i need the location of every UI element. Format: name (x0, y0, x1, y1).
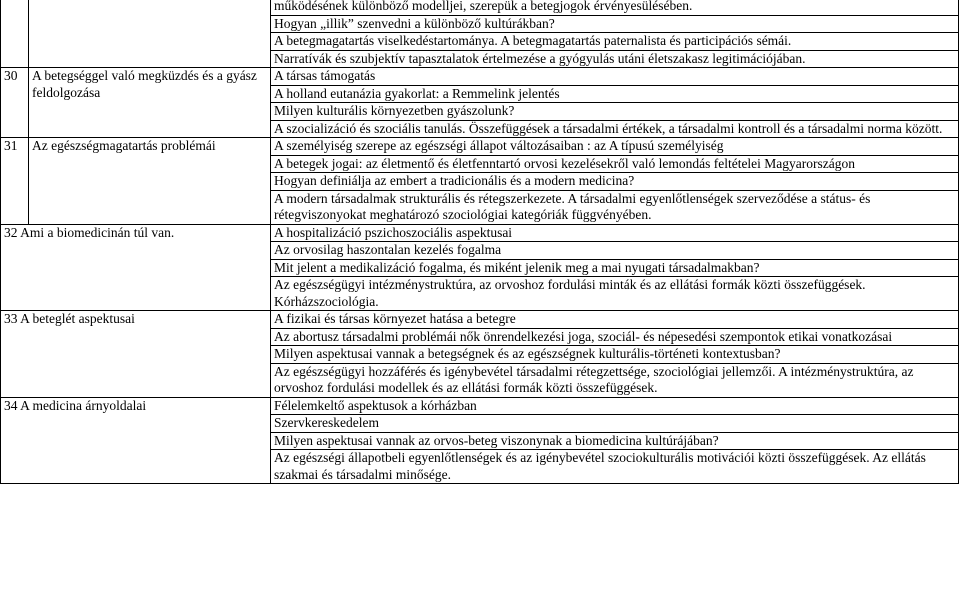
subtopic-cell: Milyen aspektusai vannak a betegségnek és az egészségnek kulturális-történeti kontextusban? (271, 346, 959, 364)
subtopic-cell: Az orvosilag haszontalan kezelés fogalma (271, 242, 959, 260)
topic-label-cell: 33 A beteglét aspektusai (1, 311, 271, 398)
table-row (1, 311, 959, 329)
subtopic-cell: A betegmagatartás viselkedéstartománya. A betegmagatartás paternalista és participációs sémái. (271, 33, 959, 51)
subtopic-cell: Mit jelent a medikalizáció fogalma, és miként jelenik meg a mai nyugati társadalmakban? (271, 259, 959, 277)
subtopic-cell: A társas támogatás (271, 68, 959, 86)
subtopic-cell: Narratívák és szubjektív tapasztalatok értelmezése a gyógyulás utáni életszakasz legitimációjában. (271, 50, 959, 68)
subtopic-cell: Az egészségügyi hozzáférés és igénybevétel társadalmi rétegzettsége, szociológiai jellemzői. A intézménystruktúra, az orvoshoz fordulási modellek és az ellátási formák közti összefüggések. (271, 363, 959, 397)
subtopic-cell: Az egészségi állapotbeli egyenlőtlenségek és az igénybevétel szociokulturális motivációi közti összefüggések. Az ellátás szakmai és társadalmi minősége. (271, 450, 959, 484)
subtopic-cell: A személyiség szerepe az egészségi állapot változásaiban : az A típusú személyiség (271, 138, 959, 156)
subtopic-cell: Félelemkeltő aspektusok a kórházban (271, 397, 959, 415)
subtopic-cell: Hogyan „illik” szenvedni a különböző kultúrákban? (271, 15, 959, 33)
subtopic-cell: Milyen aspektusai vannak az orvos-beteg viszonynak a biomedicina kultúrájában? (271, 432, 959, 450)
subtopic-cell: A modern társadalmak strukturális és rétegszerkezete. A társadalmi egyenlőtlenségek szerveződése a státus- és rétegviszonyokat meghatározó szociológiai kategóriák függvényében. (271, 190, 959, 224)
subtopic-cell: A hospitalizáció pszichoszociális aspektusai (271, 224, 959, 242)
subtopic-cell: Az abortusz társadalmi problémái nők önrendelkezési joga, szociál- és népesedési szempontok etikai vonatkozásai (271, 328, 959, 346)
topic-number-cell: 30 (1, 68, 29, 138)
topic-title-cell: A betegséggel való megküzdés és a gyász feldolgozása (29, 68, 271, 138)
subtopic-cell: A fizikai és társas környezet hatása a betegre (271, 311, 959, 329)
table-row (1, 0, 959, 15)
topic-number-cell (1, 0, 29, 68)
table-row (1, 68, 959, 86)
subtopic-cell: A holland eutanázia gyakorlat: a Remmelink jelentés (271, 85, 959, 103)
topic-label-cell: 32 Ami a biomedicinán túl van. (1, 224, 271, 311)
topic-number-cell: 31 (1, 138, 29, 225)
subtopic-cell: Hogyan definiálja az embert a tradicionális és a modern medicina? (271, 173, 959, 191)
subtopic-cell: A betegek jogai: az életmentő és életfenntartó orvosi kezelésekről való lemondás feltételei Magyarországon (271, 155, 959, 173)
subtopic-cell: működésének különböző modelljei, szerepük a betegjogok érvényesülésében. (271, 0, 959, 15)
topic-title-cell: Az egészségmagatartás problémái (29, 138, 271, 225)
subtopic-cell: A szocializáció és szociális tanulás. Összefüggések a társadalmi értékek, a társadalmi kontroll és a társadalmi norma között. (271, 120, 959, 138)
subtopic-cell: Az egészségügyi intézménystruktúra, az orvoshoz fordulási minták és az ellátási formák közti összefüggések. Kórházszociológia. (271, 277, 959, 311)
subtopic-cell: Szervkereskedelem (271, 415, 959, 433)
topic-label-cell: 34 A medicina árnyoldalai (1, 397, 271, 484)
table-row (1, 224, 959, 242)
table-row (1, 138, 959, 156)
subtopic-cell: Milyen kulturális környezetben gyászolunk? (271, 103, 959, 121)
topic-title-cell (29, 0, 271, 68)
table-row (1, 397, 959, 415)
